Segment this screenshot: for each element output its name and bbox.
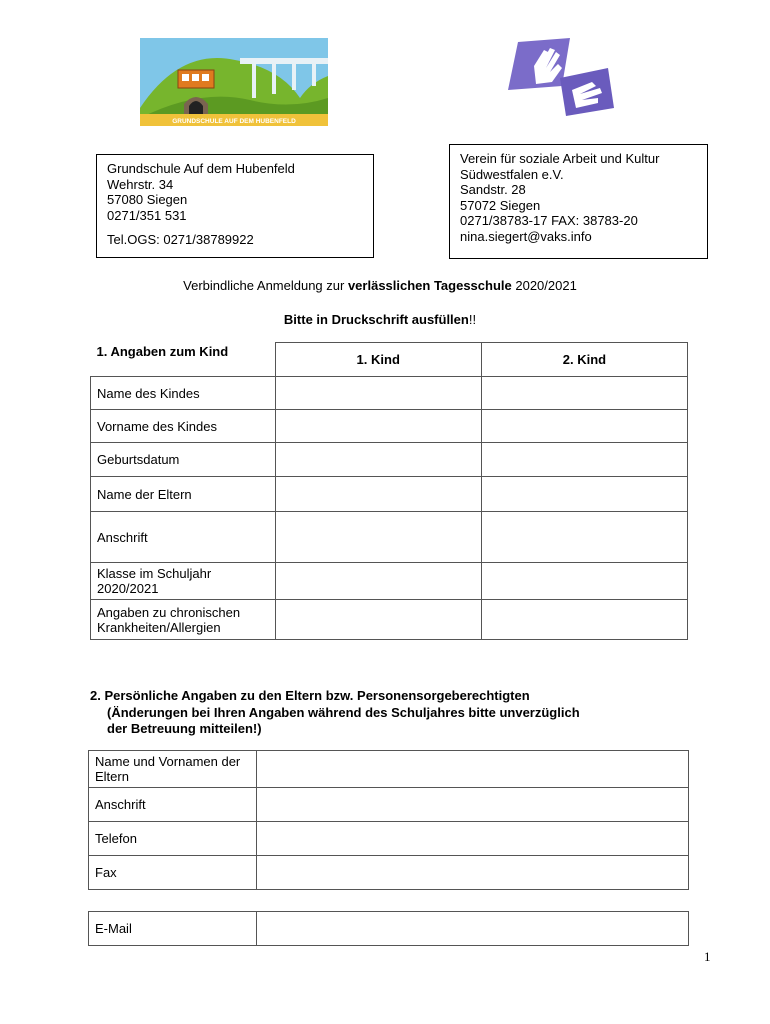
section2-heading [90,688,710,738]
table-row [91,410,688,443]
school-street: Wehrstr. 34 [107,176,174,192]
child-info-table [90,342,688,640]
section1-title: 1. Angaben zum Kind [96,343,229,359]
child2-allergies-field[interactable] [481,600,687,640]
verein-logo [500,38,616,118]
row-label: Vorname des Kindes [91,410,276,443]
child2-address-field[interactable] [481,512,687,563]
section2-note-line2: der Betreuung mitteilen!) [107,721,262,736]
school-ogs-phone: Tel.OGS: 0271/38789922 [107,232,254,247]
school-phone: 0271/351 531 [107,207,187,223]
child2-name-field[interactable] [481,377,687,410]
table-row [89,822,689,856]
row-label: Name des Kindes [91,377,276,410]
section2-note-line1: (Änderungen bei Ihren Angaben während des Schuljahres bitte unverzüglich [107,704,580,720]
form-heading [0,278,760,293]
child2-class-field[interactable] [481,563,687,600]
parents-address-field[interactable] [257,788,689,822]
school-logo-graphic [140,38,328,126]
school-logo-caption: GRUNDSCHULE AUF DEM HUBENFELD [172,118,296,125]
parents-fax-field[interactable] [257,856,689,890]
child1-allergies-field[interactable] [275,600,481,640]
child1-name-field[interactable] [275,377,481,410]
col-header-child2: 2. Kind [481,343,687,377]
verein-phone-fax: 0271/38783-17 FAX: 38783-20 [460,213,638,228]
instruction-suffix: !! [468,312,477,327]
instruction-bold: Bitte in Druckschrift ausfüllen [283,312,469,327]
table-row [91,600,688,640]
child2-parents-field[interactable] [481,477,687,512]
school-logo [140,38,328,126]
child1-class-field[interactable] [275,563,481,600]
form-heading-bold: verlässlichen Tagesschule [347,278,512,293]
table-row [91,563,688,600]
email-field[interactable] [257,912,689,946]
verein-address-box [449,144,708,259]
table-row [91,443,688,477]
row-label: Geburtsdatum [91,443,276,477]
instruction [0,312,760,327]
form-heading-prefix: Verbindliche Anmeldung zur [183,278,348,293]
school-city: 57080 Siegen [107,192,188,207]
row-label: Name der Eltern [91,477,276,512]
hands-logo-icon [500,38,616,118]
verein-street: Sandstr. 28 [460,182,526,197]
verein-email: nina.siegert@vaks.info [460,228,592,244]
child1-parents-field[interactable] [275,477,481,512]
row-label: Name und Vornamen der Eltern [89,751,257,788]
table-row [89,751,689,788]
row-label: Anschrift [89,788,257,822]
table-row [89,912,689,946]
verein-city: 57072 Siegen [460,197,541,213]
col-header-child1: 1. Kind [275,343,481,377]
child1-firstname-field[interactable] [275,410,481,443]
parents-phone-field[interactable] [257,822,689,856]
table-row [91,477,688,512]
row-label: Fax [89,856,257,890]
row-label: Klasse im Schuljahr 2020/2021 [91,563,276,600]
email-label: E-Mail [89,912,257,946]
parents-names-field[interactable] [257,751,689,788]
row-label: Anschrift [91,512,276,563]
email-table [88,911,689,946]
form-heading-suffix: 2020/2021 [511,278,577,293]
table-row [91,377,688,410]
section2-title: 2. Persönliche Angaben zu den Eltern bzw. Personensorgeberechtigten [90,688,530,703]
verein-name: Verein für soziale Arbeit und Kultur [460,151,660,166]
child1-address-field[interactable] [275,512,481,563]
child1-birthdate-field[interactable] [275,443,481,477]
verein-region: Südwestfalen e.V. [460,166,564,182]
school-address-box [96,154,374,258]
child2-firstname-field[interactable] [481,410,687,443]
parent-info-table [88,750,689,890]
table-row [89,856,689,890]
row-label: Angaben zu chronischen Krankheiten/Allergien [91,600,276,640]
school-name: Grundschule Auf dem Hubenfeld [107,161,295,176]
child2-birthdate-field[interactable] [481,443,687,477]
table-row [91,512,688,563]
table-row [89,788,689,822]
page-number: 1 [704,949,711,964]
row-label: Telefon [89,822,257,856]
